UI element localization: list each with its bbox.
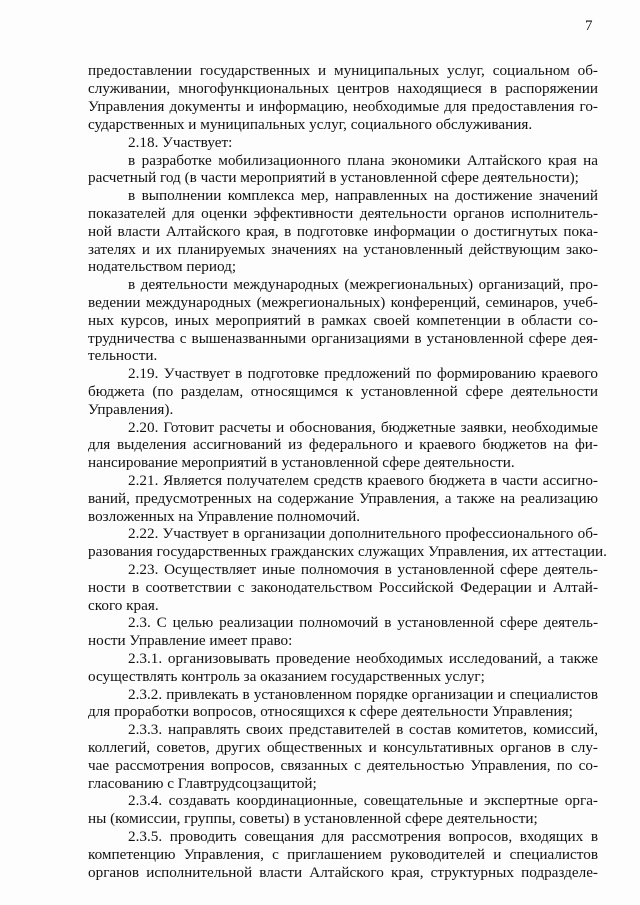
text-line: трудничества с вышеназванными организациями в установленной сфере дея- <box>88 330 598 347</box>
text-line: для проработки вопросов, относящихся к сфере деятельности Управления; <box>88 703 573 720</box>
text-line: 2.19. Участвует в подготовке предложений по формированию краевого <box>128 365 598 382</box>
text-line: компетенцию Управления, с приглашением руководителей и специалистов <box>88 846 598 863</box>
text-line: в выполнении комплекса мер, направленных на достижение значений <box>128 187 598 204</box>
text-line: 2.3.4. создавать координационные, совещательные и экспертные орга- <box>128 792 598 809</box>
text-line: нодательством период; <box>88 258 237 275</box>
text-line: показателей для оценки эффективности деятельности органов исполнитель- <box>88 205 598 222</box>
text-line: тельности. <box>88 347 158 364</box>
text-line: в разработке мобилизационного плана экономики Алтайского края на <box>128 152 598 169</box>
text-line: ведении международных (межрегиональных) конференций, семинаров, учеб- <box>88 294 598 311</box>
text-line: зателях и их планируемых значениях на установленный действующим зако- <box>88 241 598 258</box>
text-line: органов исполнительной власти Алтайского края, структурных подразделе- <box>88 864 598 881</box>
text-line: возложенных на Управление полномочий. <box>88 508 361 525</box>
text-line: 2.3.3. направлять своих представителей в состав комитетов, комиссий, <box>128 721 598 738</box>
text-line: ности в соответствии с законодательством Российской Федерации и Алтай- <box>88 579 598 596</box>
text-line: сударственных и муниципальных услуг, социального обслуживания. <box>88 116 533 133</box>
text-line: 2.3.5. проводить совещания для рассмотрения вопросов, входящих в <box>128 828 598 845</box>
text-line: ского края. <box>88 597 159 614</box>
text-line: ны (комиссии, группы, советы) в установленной сфере деятельности; <box>88 810 538 827</box>
text-line: ных курсов, иных мероприятий в рамках своей компетенции в области со- <box>88 312 598 329</box>
text-line: осуществлять контроль за оказанием государственных услуг; <box>88 668 485 685</box>
text-line: предоставлении государственных и муниципальных услуг, социальном об- <box>88 62 598 79</box>
text-line: 2.3.2. привлекать в установленном порядке организации и специалистов <box>128 686 598 703</box>
text-line: 2.20. Готовит расчеты и обоснования, бюджетные заявки, необходимые <box>128 419 598 436</box>
text-line: служивании, многофункциональных центров находящиеся в распоряжении <box>88 80 598 97</box>
text-line: 2.21. Является получателем средств краевого бюджета в части ассигно- <box>128 472 598 489</box>
text-line: расчетный год (в части мероприятий в установленной сфере деятельности); <box>88 169 579 186</box>
text-line: для выделения ассигнований из федерального и краевого бюджетов на фи- <box>88 436 598 453</box>
text-line: чае рассмотрения вопросов, связанных с деятельностью Управления, по со- <box>88 757 598 774</box>
text-line: разования государственных гражданских служащих Управления, их аттестации. <box>88 543 607 560</box>
text-line: бюджета (по разделам, относящимся к установленной сфере деятельности <box>88 383 598 400</box>
text-line: 2.23. Осуществляет иные полномочия в установленной сфере деятель- <box>128 561 598 578</box>
text-line: 2.3.1. организовывать проведение необходимых исследований, а также <box>128 650 598 667</box>
text-line: 2.22. Участвует в организации дополнительного профессионального об- <box>128 525 598 542</box>
text-line: коллегий, советов, других общественных и консультативных органов в слу- <box>88 739 598 756</box>
text-line: Управления документы и информацию, необходимые для предоставления го- <box>88 98 598 115</box>
text-line: в деятельности международных (межрегиональных) организаций, про- <box>128 276 598 293</box>
text-line: ной власти Алтайского края, в подготовке информации о достигнутых пока- <box>88 223 598 240</box>
section-heading: 2.18. Участвует: <box>128 134 233 151</box>
text-line: нансирование мероприятий в установленной сфере деятельности. <box>88 454 515 471</box>
text-line: ваний, предусмотренных на содержание Управления, а также на реализацию <box>88 490 598 507</box>
text-line: гласованию с Главтрудсоцзащитой; <box>88 775 317 792</box>
page-number: 7 <box>585 18 593 34</box>
text-line: ности Управление имеет право: <box>88 632 293 649</box>
text-line: 2.3. С целью реализации полномочий в установленной сфере деятель- <box>128 614 598 631</box>
text-line: Управления). <box>88 401 174 418</box>
